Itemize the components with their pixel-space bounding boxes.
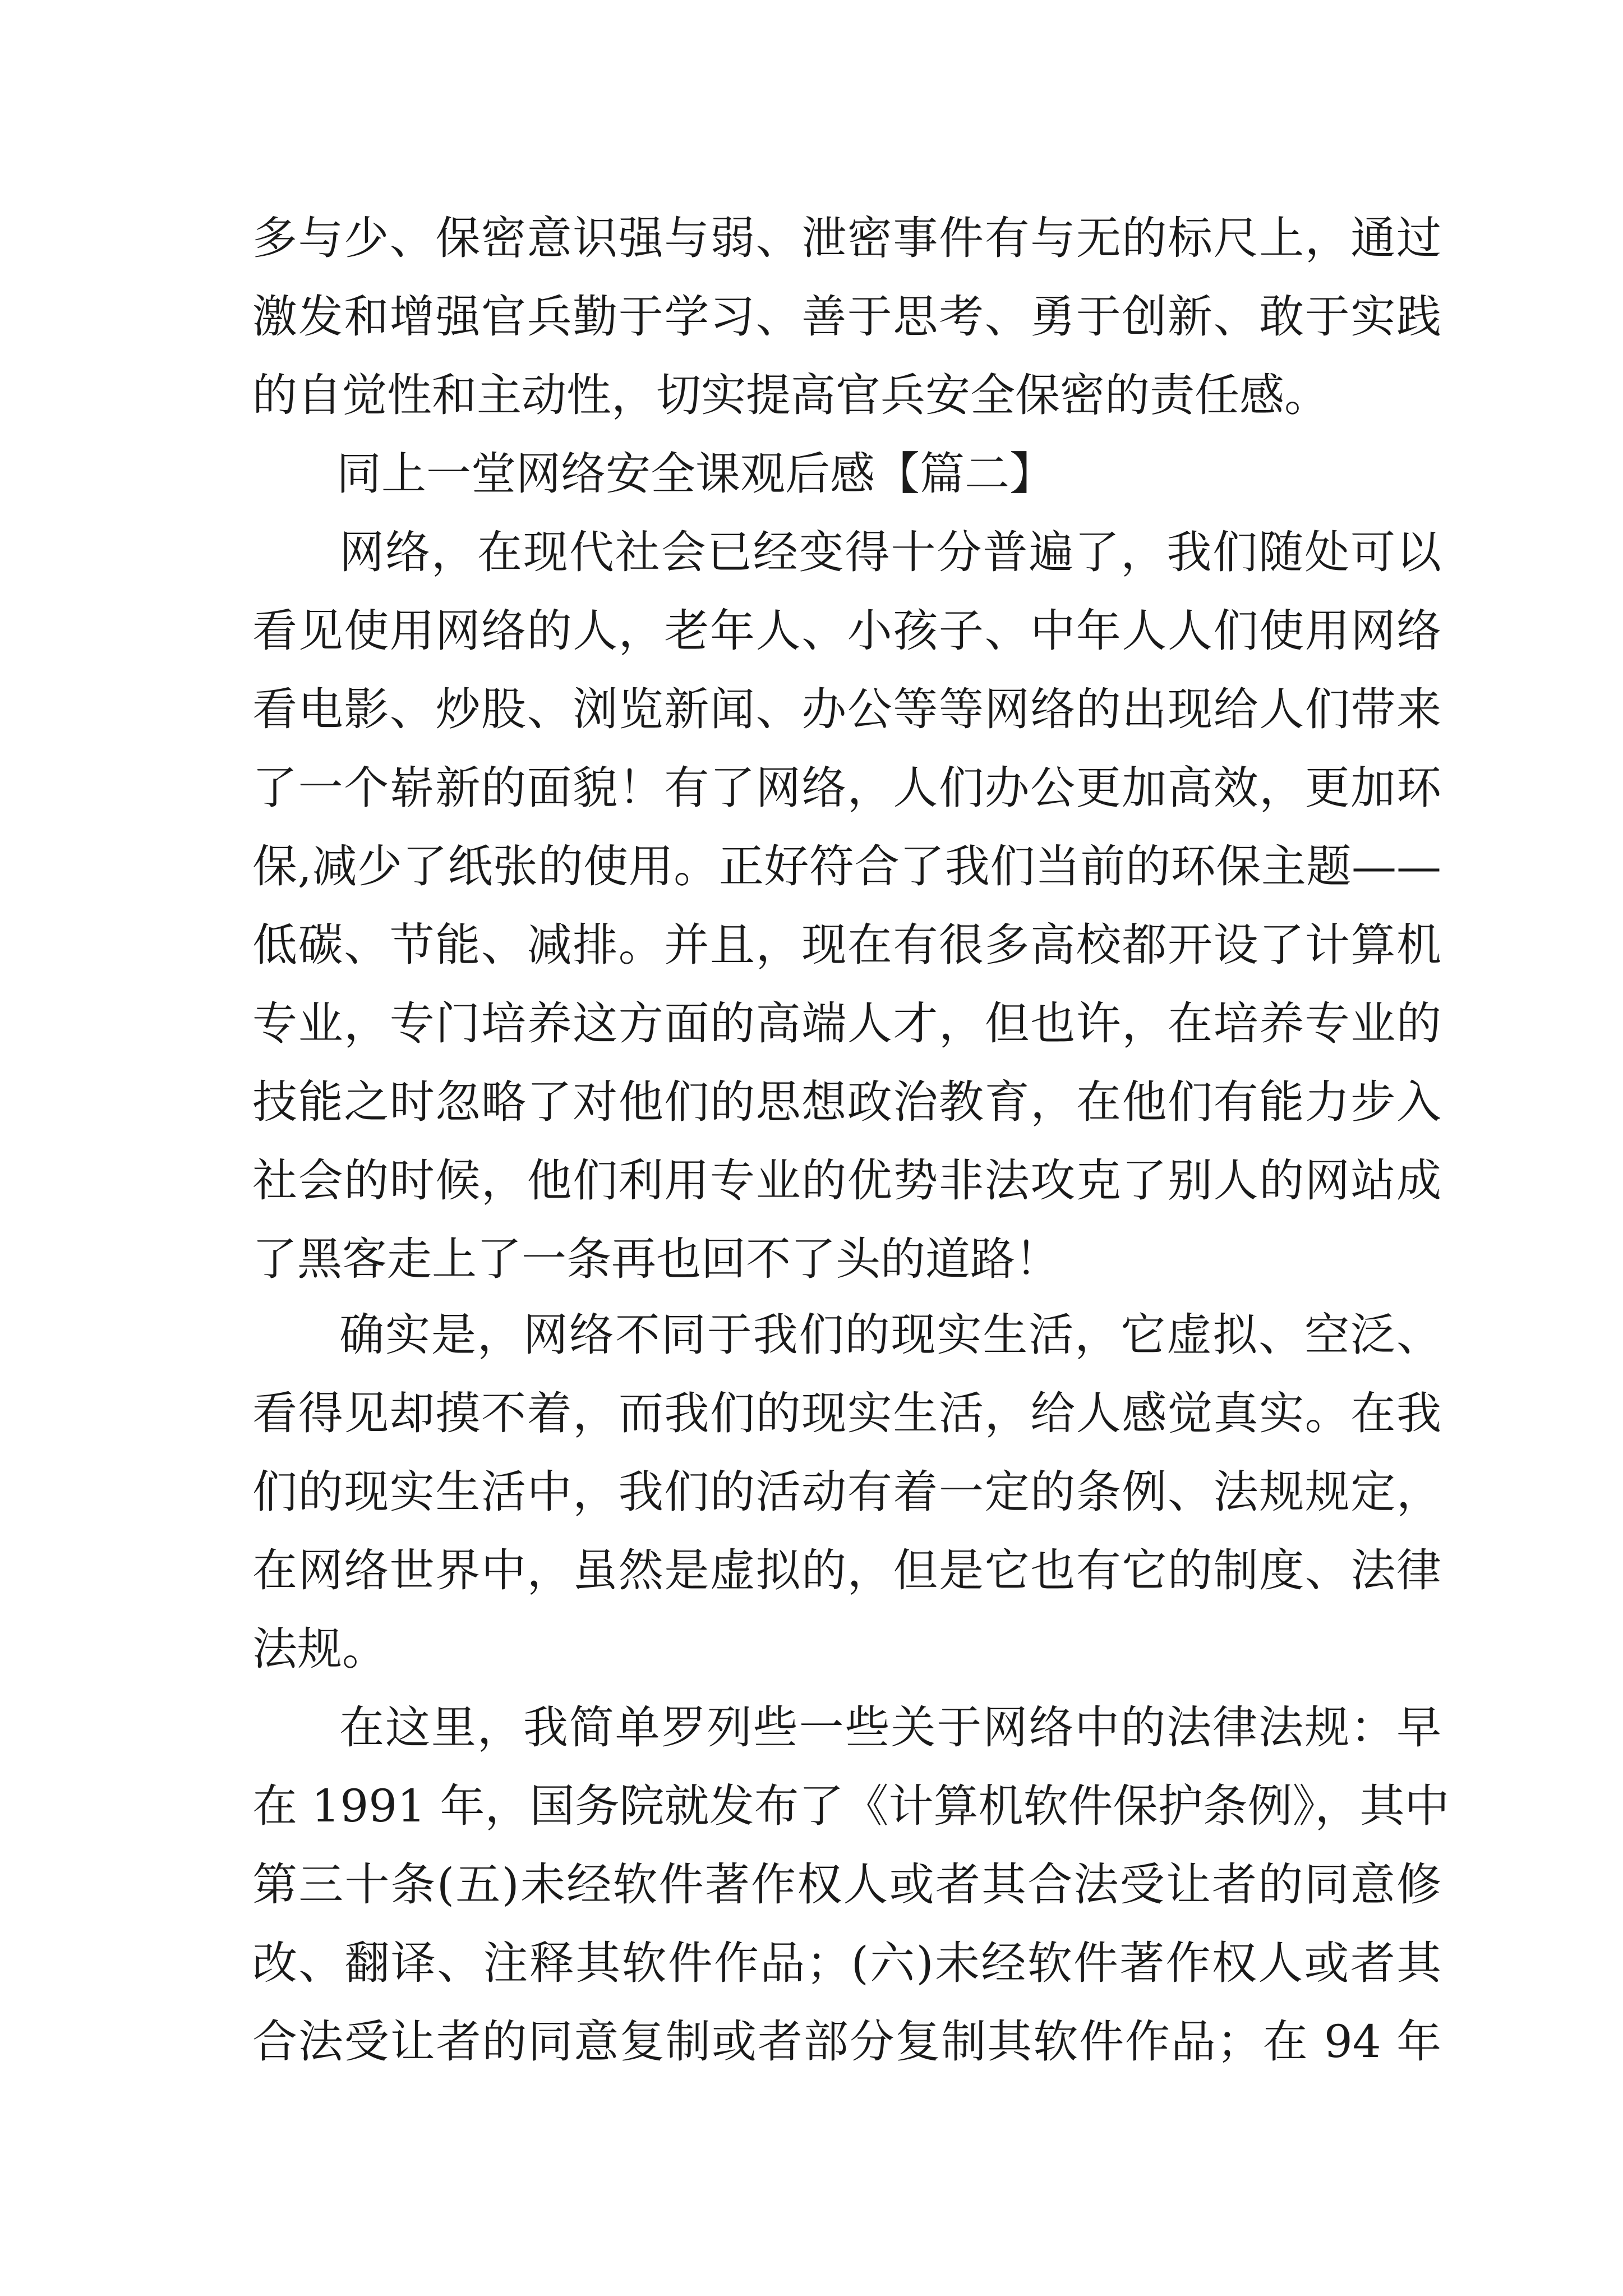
text-line: 在这里，我简单罗列些一些关于网络中的法律法规：早 — [339, 1701, 1441, 1754]
text-line: 看见使用网络的人，老年人、小孩子、中年人人们使用网络 — [252, 605, 1441, 657]
text-line: 多与少、保密意识强与弱、泄密事件有与无的标尺上，通过 — [252, 212, 1441, 264]
text-line: 在网络世界中，虽然是虚拟的，但是它也有它的制度、法律 — [252, 1544, 1441, 1596]
text-line: 保,减少了纸张的使用。正好符合了我们当前的环保主题—— — [252, 840, 1441, 892]
text-line: 合法受让者的同意复制或者部分复制其软件作品；在 94 年 — [252, 2016, 1441, 2068]
text-line: 的自觉性和主动性，切实提高官兵安全保密的责任感。 — [252, 369, 1329, 421]
text-line: 看电影、炒股、浏览新闻、办公等等网络的出现给人们带来 — [252, 683, 1441, 735]
text-line: 第三十条(五)未经软件著作权人或者其合法受让者的同意修 — [252, 1858, 1441, 1911]
section-heading: 同上一堂网络安全课观后感【篇二】 — [336, 448, 1054, 500]
text-line: 了一个崭新的面貌！有了网络，人们办公更加高效，更加环 — [252, 762, 1441, 814]
text-line: 改、翻译、注释其软件作品；(六)未经软件著作权人或者其 — [252, 1937, 1441, 1989]
text-line: 们的现实生活中，我们的活动有着一定的条例、法规规定， — [252, 1466, 1441, 1518]
text-line: 低碳、节能、减排。并且，现在有很多高校都开设了计算机 — [252, 919, 1441, 971]
text-line: 网络，在现代社会已经变得十分普遍了，我们随处可以 — [339, 526, 1441, 578]
text-line: 了黑客走上了一条再也回不了头的道路！ — [252, 1233, 1060, 1285]
text-line: 确实是，网络不同于我们的现实生活，它虚拟、空泛、 — [339, 1309, 1441, 1361]
text-line: 专业，专门培养这方面的高端人才，但也许，在培养专业的 — [252, 997, 1441, 1050]
text-line: 法规。 — [252, 1623, 387, 1675]
text-line: 技能之时忽略了对他们的思想政治教育，在他们有能力步入 — [252, 1076, 1441, 1128]
text-line: 社会的时候，他们利用专业的优势非法攻克了别人的网站成 — [252, 1154, 1441, 1207]
text-line: 在 1991 年，国务院就发布了《计算机软件保护条例》，其中 — [252, 1780, 1450, 1832]
text-line: 看得见却摸不着，而我们的现实生活，给人感觉真实。在我 — [252, 1387, 1441, 1439]
text-line: 激发和增强官兵勤于学习、善于思考、勇于创新、敢于实践 — [252, 291, 1441, 343]
